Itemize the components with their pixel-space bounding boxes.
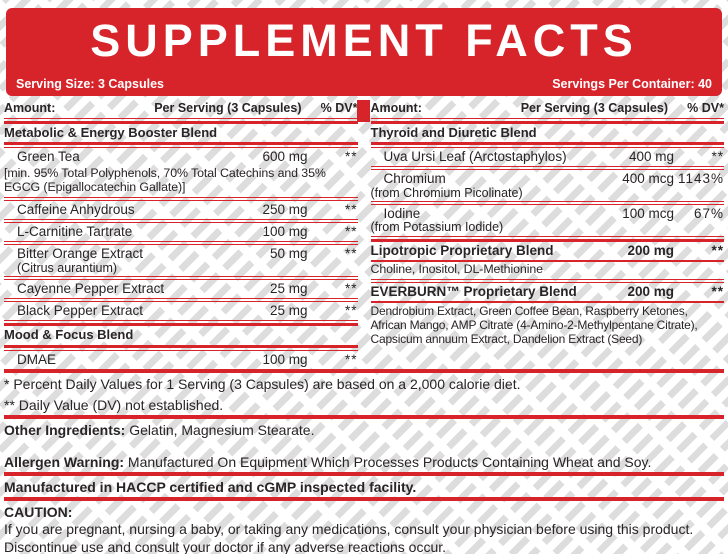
ingredient-row-caffeine xyxy=(4,201,358,219)
ingredient-row-everburn-blend xyxy=(371,283,725,301)
ingredient-name: Uva Ursi Leaf (Arctostaphylos) xyxy=(383,149,567,165)
column-header xyxy=(4,99,358,118)
ingredient-row-lipotropic-blend xyxy=(371,242,725,260)
section-header-mood: Mood & Focus Blend xyxy=(4,327,134,343)
ingredient-row-chromium xyxy=(371,170,725,201)
ingredient-name: Green Tea xyxy=(17,149,80,165)
banner xyxy=(6,8,722,96)
ingredient-name: Black Pepper Extract xyxy=(17,303,144,319)
column-header-dv: % DV* xyxy=(687,101,724,115)
ingredient-dv: 1143% xyxy=(677,171,724,187)
ingredient-dv: ** xyxy=(344,224,358,240)
ingredient-name: Caffeine Anhydrous xyxy=(17,202,135,217)
ingredient-name: EVERBURN™ Proprietary Blend xyxy=(370,284,577,300)
ingredient-dv: ** xyxy=(344,149,358,165)
column-header-amount: Amount: xyxy=(4,101,56,115)
allergen-warning-label: Allergen Warning: xyxy=(4,454,125,471)
column-header-per-serving: Per Serving (3 Capsules) xyxy=(154,101,302,115)
serving-row xyxy=(16,77,712,91)
allergen-warning-text: Manufactured On Equipment Which Processes Products Containing Wheat and Soy. xyxy=(124,454,652,471)
ingredient-amount: 50 mg xyxy=(269,246,308,262)
ingredient-note-green-tea: [min. 95% Total Polyphenols, 70% Total Catechins and 35% EGCG (Epigallocatechin Gallate)] xyxy=(4,166,326,194)
other-ingredients-text: Gelatin, Magnesium Stearate. xyxy=(125,422,315,439)
ingredient-amount: 400 mg xyxy=(628,149,674,165)
ingredient-name: Cayenne Pepper Extract xyxy=(17,281,165,297)
other-ingredients xyxy=(2,419,726,440)
ingredient-name: Bitter Orange Extract xyxy=(17,246,144,262)
ingredient-dv: ** xyxy=(344,281,358,297)
ingredient-row-black-pepper xyxy=(4,302,358,320)
ingredient-amount: 100 mg xyxy=(262,351,308,367)
page-title: SUPPLEMENT FACTS xyxy=(90,15,638,66)
ingredient-name: Lipotropic Proprietary Blend xyxy=(370,242,554,258)
ingredient-note-lipotropic: Choline, Inositol, DL-Methionine xyxy=(370,261,543,276)
ingredient-dv: 67% xyxy=(693,206,724,222)
ingredient-name: Iodine xyxy=(383,206,421,222)
column-header xyxy=(371,99,725,118)
ingredient-amount: 100 mcg xyxy=(622,206,674,222)
ingredient-subname: (Citrus aurantium) xyxy=(17,260,118,275)
ingredient-amount: 200 mg xyxy=(627,242,674,258)
ingredient-dv: ** xyxy=(711,149,724,165)
ingredient-dv: ** xyxy=(344,303,358,319)
ingredient-row-l-carnitine xyxy=(4,223,358,241)
banner-tab-divider xyxy=(357,100,370,122)
facts-column-right xyxy=(371,99,725,369)
ingredient-row-dmae xyxy=(4,351,358,369)
ingredient-amount: 200 mg xyxy=(627,284,674,300)
ingredient-note-everburn: Dendrobium Extract, Green Coffee Bean, Raspberry Ketones, African Mango, AMP Citrate (4-Amino-2-Methylpentane Citrate), Capsicum annuum Extract, Dandelion Extract (Seed) xyxy=(370,304,698,346)
ingredient-amount: 250 mg xyxy=(262,202,308,217)
footnote-dv-basis: * Percent Daily Values for 1 Serving (3 Capsules) are based on a 2,000 calorie diet. xyxy=(4,375,521,392)
ingredient-subname: (from Chromium Picolinate) xyxy=(370,185,523,200)
serving-size: Serving Size: 3 Capsules xyxy=(16,77,164,91)
supplement-facts-label xyxy=(0,8,728,554)
ingredient-name: L-Carnitine Tartrate xyxy=(17,224,133,240)
ingredient-row-uva-ursi xyxy=(371,148,725,166)
section-header-metabolic: Metabolic & Energy Booster Blend xyxy=(4,125,218,140)
caution-label: CAUTION: xyxy=(4,504,73,521)
footnote-dv-not-established: ** Daily Value (DV) not established. xyxy=(4,396,224,413)
ingredient-row-cayenne xyxy=(4,280,358,298)
facts-table xyxy=(4,99,724,369)
ingredient-dv: ** xyxy=(344,246,358,262)
allergen-warning xyxy=(2,451,726,472)
ingredient-dv: ** xyxy=(711,242,724,258)
ingredient-dv: ** xyxy=(344,351,358,367)
ingredient-row-green-tea xyxy=(4,148,358,166)
ingredient-name: DMAE xyxy=(17,351,57,367)
facility-statement: Manufactured in HACCP certified and cGMP inspected facility. xyxy=(4,479,417,496)
ingredient-dv: ** xyxy=(344,202,358,217)
ingredient-amount: 25 mg xyxy=(269,303,308,319)
section-header-thyroid: Thyroid and Diuretic Blend xyxy=(370,125,537,140)
facts-column-left xyxy=(4,99,358,369)
caution-text: If you are pregnant, nursing a baby, or taking any medications, consult your physician before using this product. Discontinue use and consult your doctor if any adverse reactions occur. xyxy=(4,521,694,554)
ingredient-name: Chromium xyxy=(383,171,446,187)
ingredient-amount: 100 mg xyxy=(262,224,308,240)
ingredient-row-bitter-orange xyxy=(4,245,358,276)
ingredient-amount: 25 mg xyxy=(269,281,308,297)
ingredient-amount: 400 mcg xyxy=(622,171,674,187)
column-header-dv: % DV* xyxy=(320,101,358,115)
column-header-amount: Amount: xyxy=(370,101,422,115)
servings-per-container: Servings Per Container: 40 xyxy=(552,77,712,91)
ingredient-subname: (from Potassium Iodide) xyxy=(370,220,504,235)
column-header-per-serving: Per Serving (3 Capsules) xyxy=(520,101,668,115)
ingredient-row-iodine xyxy=(371,205,725,236)
ingredient-dv: ** xyxy=(711,284,724,300)
ingredient-amount: 600 mg xyxy=(262,149,308,165)
other-ingredients-label: Other Ingredients: xyxy=(4,422,126,439)
